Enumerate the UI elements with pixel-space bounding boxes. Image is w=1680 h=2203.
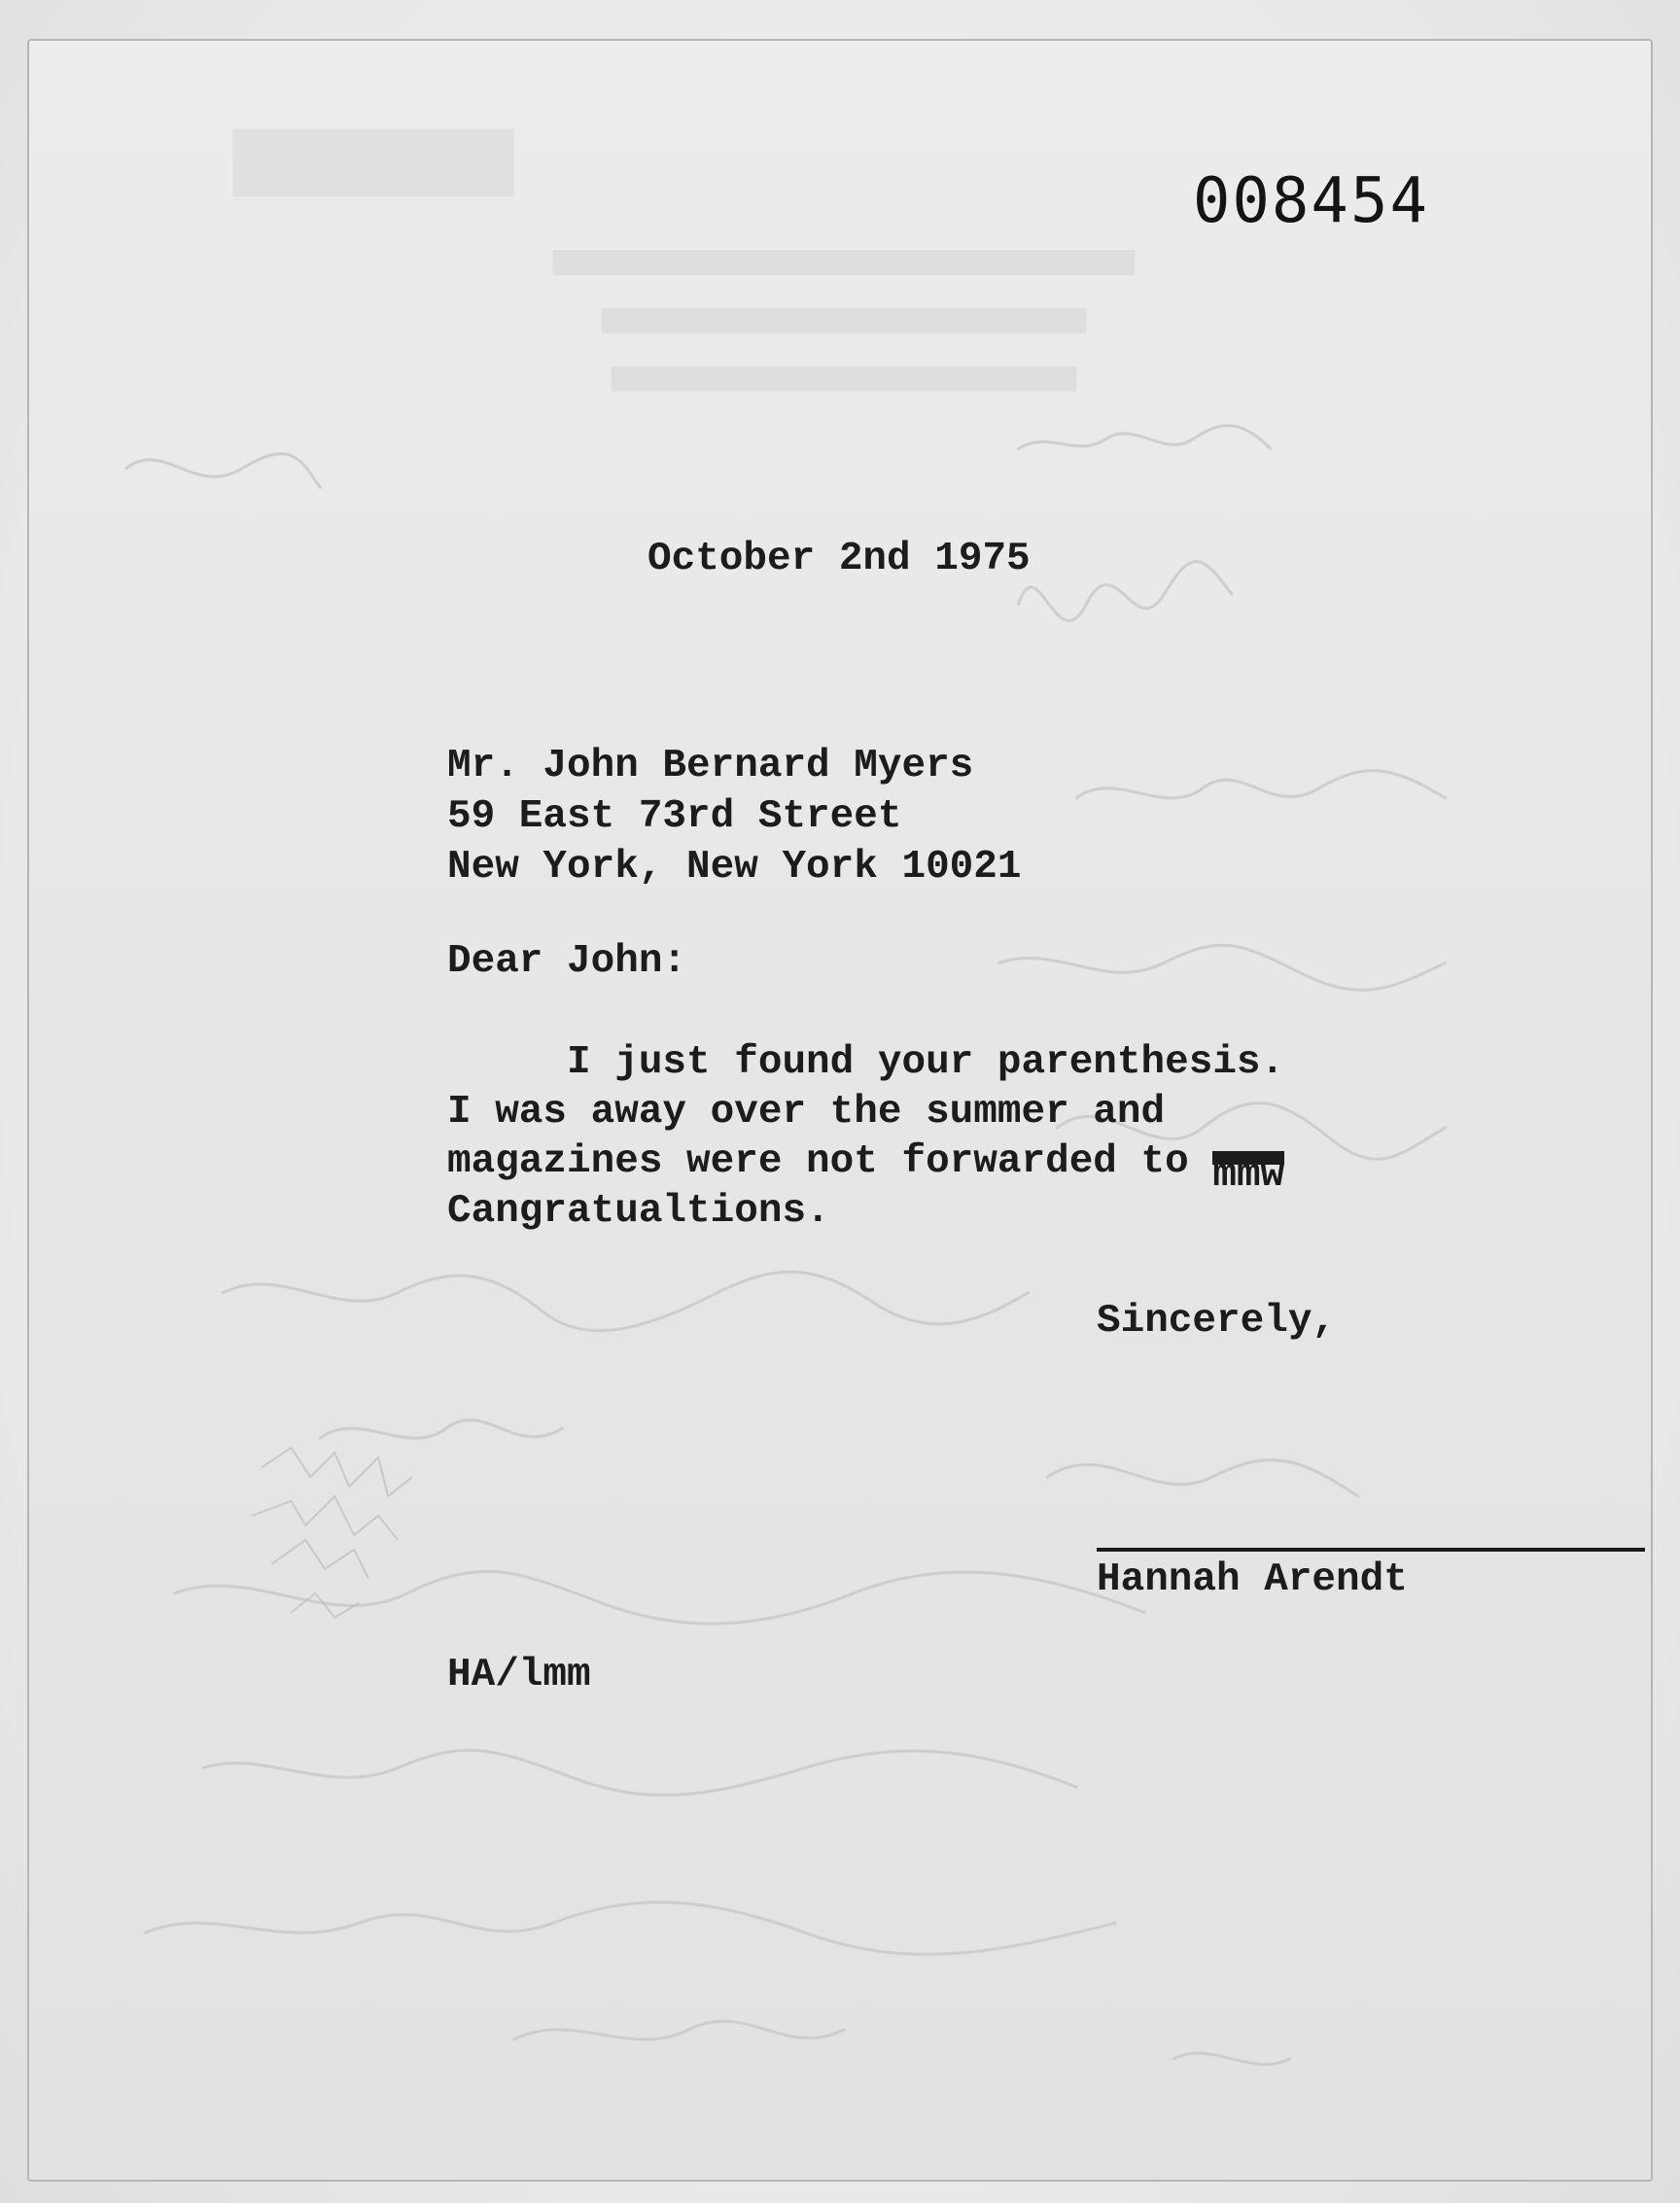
recipient-street: 59 East 73rd Street (447, 794, 902, 839)
struck-out-word: mmw (1212, 1153, 1285, 1199)
signer-name: Hannah Arendt (1097, 1557, 1408, 1602)
body-line: I was away over the summer and (447, 1090, 1166, 1135)
signature-line (1097, 1548, 1645, 1552)
recipient-name: Mr. John Bernard Myers (447, 744, 974, 788)
document-number: 008454 (1192, 165, 1429, 237)
typist-initials: HA/lmm (447, 1653, 591, 1697)
body-line-with-strike (447, 1137, 1285, 1199)
salutation: Dear John: (447, 939, 687, 984)
closing: Sincerely, (1097, 1299, 1337, 1344)
recipient-address (447, 741, 1022, 892)
body-line: Cangratualtions. (447, 1189, 830, 1234)
letter-sheet (27, 39, 1653, 2182)
letter-body (447, 1038, 1284, 1237)
recipient-city: New York, New York 10021 (447, 845, 1022, 890)
letter-date: October 2nd 1975 (648, 537, 1031, 581)
body-line: I just found your parenthesis. (447, 1040, 1285, 1085)
body-line: magazines were not forwarded to (447, 1139, 1189, 1184)
